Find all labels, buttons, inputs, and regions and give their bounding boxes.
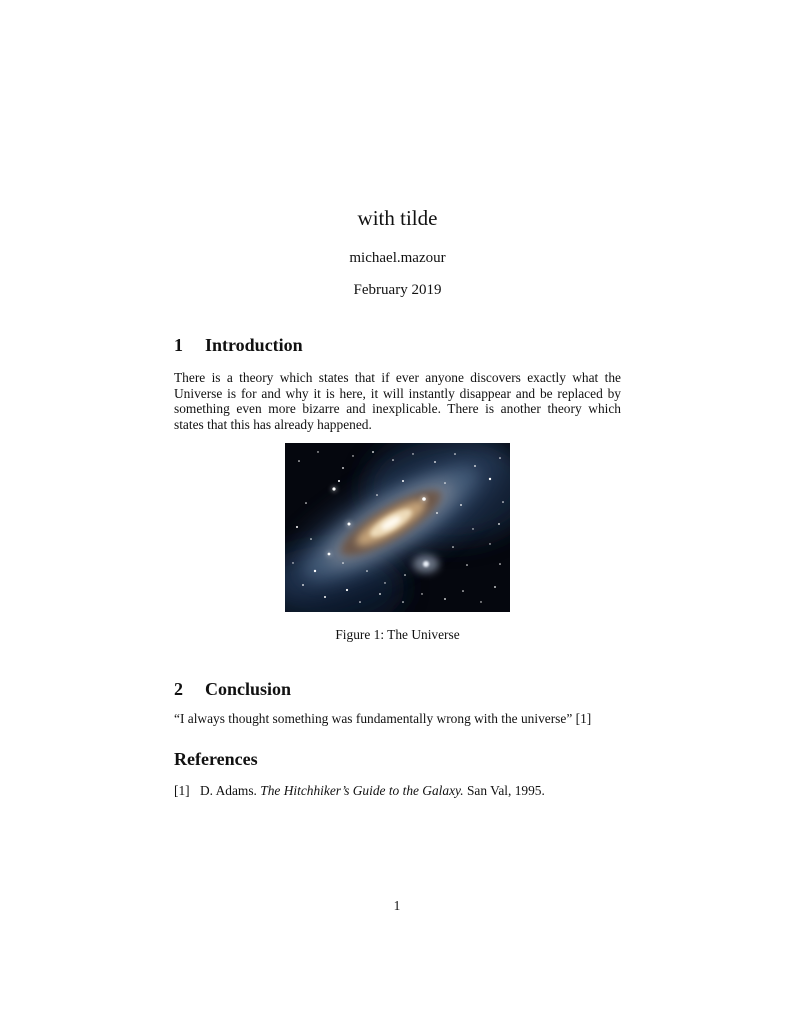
section-title: Introduction [205,335,303,355]
conclusion-paragraph: “I always thought something was fundamentally wrong with the universe” [1] [174,711,592,726]
document-date: February 2019 [353,282,442,298]
section-number: 2 [174,679,183,699]
introduction-paragraph: There is a theory which states that if ever anyone discovers exactly what the Universe is for and why it is here, it will instantly disappear and be replaced by something even more bizarre and inexplicable. There is another theory which states that this has already happened. [174,370,621,432]
figure-caption: Figure 1: The Universe [335,627,460,642]
reference-label: [1] [174,783,190,798]
document-title: with tilde [357,206,438,230]
section-heading-introduction [174,335,621,357]
reference-entry [174,783,621,799]
section-title: Conclusion [205,679,292,699]
document-author: michael.mazour [349,250,446,266]
section-number: 1 [174,335,183,355]
figure-block [174,443,621,643]
reference-publisher: San Val, 1995. [466,783,545,798]
references-heading: References [174,749,258,769]
section-heading-conclusion [174,679,621,701]
galaxy-image [285,443,510,612]
page-number: 1 [393,898,401,913]
text-column [174,0,621,1028]
reference-title: The Hitchhiker’s Guide to the Galaxy. [260,783,464,798]
reference-text [200,783,621,799]
galaxy-photo [285,443,510,612]
reference-authors: D. Adams. [200,783,257,798]
